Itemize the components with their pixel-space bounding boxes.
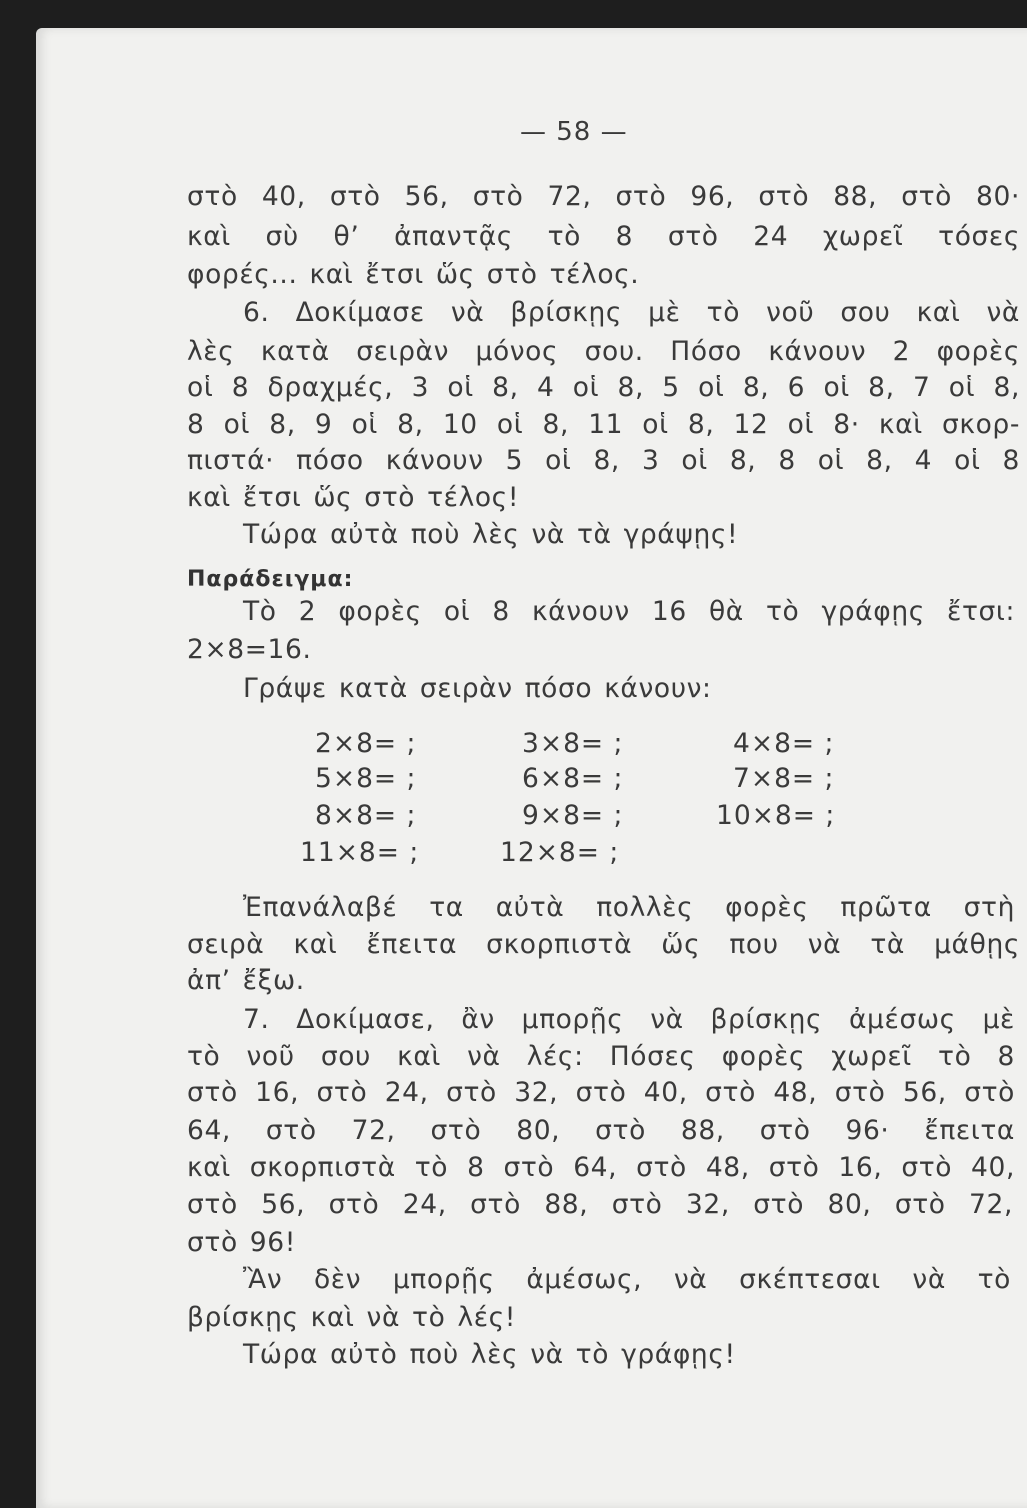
exercise-item: 3×8= ; bbox=[522, 728, 624, 759]
text-line: πιστά· πόσο κάνουν 5 οἱ 8, 3 οἱ 8, 8 οἱ 8, 4 οἱ 8 bbox=[187, 445, 1020, 476]
text-line: καὶ ἔτσι ὥς στὸ τέλος! bbox=[187, 482, 520, 513]
text-line: 2×8=16. bbox=[187, 634, 312, 665]
text-line: στὸ 40, στὸ 56, στὸ 72, στὸ 96, στὸ 88, στὸ 80· bbox=[187, 181, 1020, 212]
text-line: Ἐπανάλαβέ τα αὐτὰ πολλὲς φορὲς πρῶτα στὴ bbox=[243, 892, 1015, 923]
page-number: — 58 — bbox=[520, 117, 628, 147]
text-line: 7. Δοκίμασε, ἂν μπορῇς νὰ βρίσκῃς ἀμέσως μὲ bbox=[243, 1004, 1015, 1035]
text-line: στὸ 96! bbox=[187, 1227, 296, 1258]
text-line: Τὸ 2 φορὲς οἱ 8 κάνουν 16 θὰ τὸ γράφῃς ἔτσι: bbox=[243, 596, 1015, 627]
text-line: φορές... καὶ ἔτσι ὥς στὸ τέλος. bbox=[187, 259, 640, 290]
exercise-item: 2×8= ; bbox=[315, 728, 417, 759]
text-line: στὸ 56, στὸ 24, στὸ 88, στὸ 32, στὸ 80, στὸ 72, bbox=[187, 1189, 1013, 1220]
text-line: λὲς κατὰ σειρὰν μόνος σου. Πόσο κάνουν 2 φορὲς bbox=[187, 336, 1020, 367]
text-line: βρίσκῃς καὶ νὰ τὸ λές! bbox=[187, 1302, 517, 1333]
exercise-item: 10×8= ; bbox=[716, 800, 836, 831]
text-line: τὸ νοῦ σου καὶ νὰ λές: Πόσες φορὲς χωρεῖ τὸ 8 bbox=[187, 1041, 1015, 1072]
text-line: στὸ 16, στὸ 24, στὸ 32, στὸ 40, στὸ 48, στὸ 56, στὸ bbox=[187, 1077, 1015, 1108]
text-line: Γράψε κατὰ σειρὰν πόσο κάνουν: bbox=[243, 673, 712, 704]
exercise-item: 4×8= ; bbox=[733, 728, 835, 759]
text-line: 8 οἱ 8, 9 οἱ 8, 10 οἱ 8, 11 οἱ 8, 12 οἱ 8· καὶ σκορ- bbox=[187, 409, 1020, 440]
exercise-item: 11×8= ; bbox=[300, 837, 420, 868]
text-line: Τώρα αὐτὸ ποὺ λὲς νὰ τὸ γράφῃς! bbox=[243, 1339, 736, 1370]
exercise-item: 5×8= ; bbox=[315, 763, 417, 794]
text-line: Τώρα αὐτὰ ποὺ λὲς νὰ τὰ γράψῃς! bbox=[243, 519, 739, 550]
exercise-item: 12×8= ; bbox=[500, 837, 620, 868]
text-line: σειρὰ καὶ ἔπειτα σκορπιστὰ ὥς που νὰ τὰ μάθῃς bbox=[187, 929, 1020, 960]
text-line: ἀπ’ ἔξω. bbox=[187, 965, 305, 996]
exercise-item: 8×8= ; bbox=[315, 800, 417, 831]
text-line: 64, στὸ 72, στὸ 80, στὸ 88, στὸ 96· ἔπειτα bbox=[187, 1115, 1015, 1146]
exercise-item: 6×8= ; bbox=[522, 763, 624, 794]
text-line: οἱ 8 δραχμές, 3 οἱ 8, 4 οἱ 8, 5 οἱ 8, 6 οἱ 8, 7 οἱ 8, bbox=[187, 372, 1020, 403]
text-line: Ἂν δὲν μπορῇς ἀμέσως, νὰ σκέπτεσαι νὰ τὸ bbox=[243, 1264, 1011, 1295]
example-heading: Παράδειγμα: bbox=[187, 567, 354, 592]
text-line: 6. Δοκίμασε νὰ βρίσκῃς μὲ τὸ νοῦ σου καὶ νὰ bbox=[243, 297, 1020, 328]
exercise-item: 7×8= ; bbox=[733, 763, 835, 794]
exercise-item: 9×8= ; bbox=[522, 800, 624, 831]
text-line: καὶ σκορπιστὰ τὸ 8 στὸ 64, στὸ 48, στὸ 16, στὸ 40, bbox=[187, 1152, 1015, 1183]
text-line: καὶ σὺ θ’ ἀπαντᾷς τὸ 8 στὸ 24 χωρεῖ τόσες bbox=[187, 221, 1020, 252]
